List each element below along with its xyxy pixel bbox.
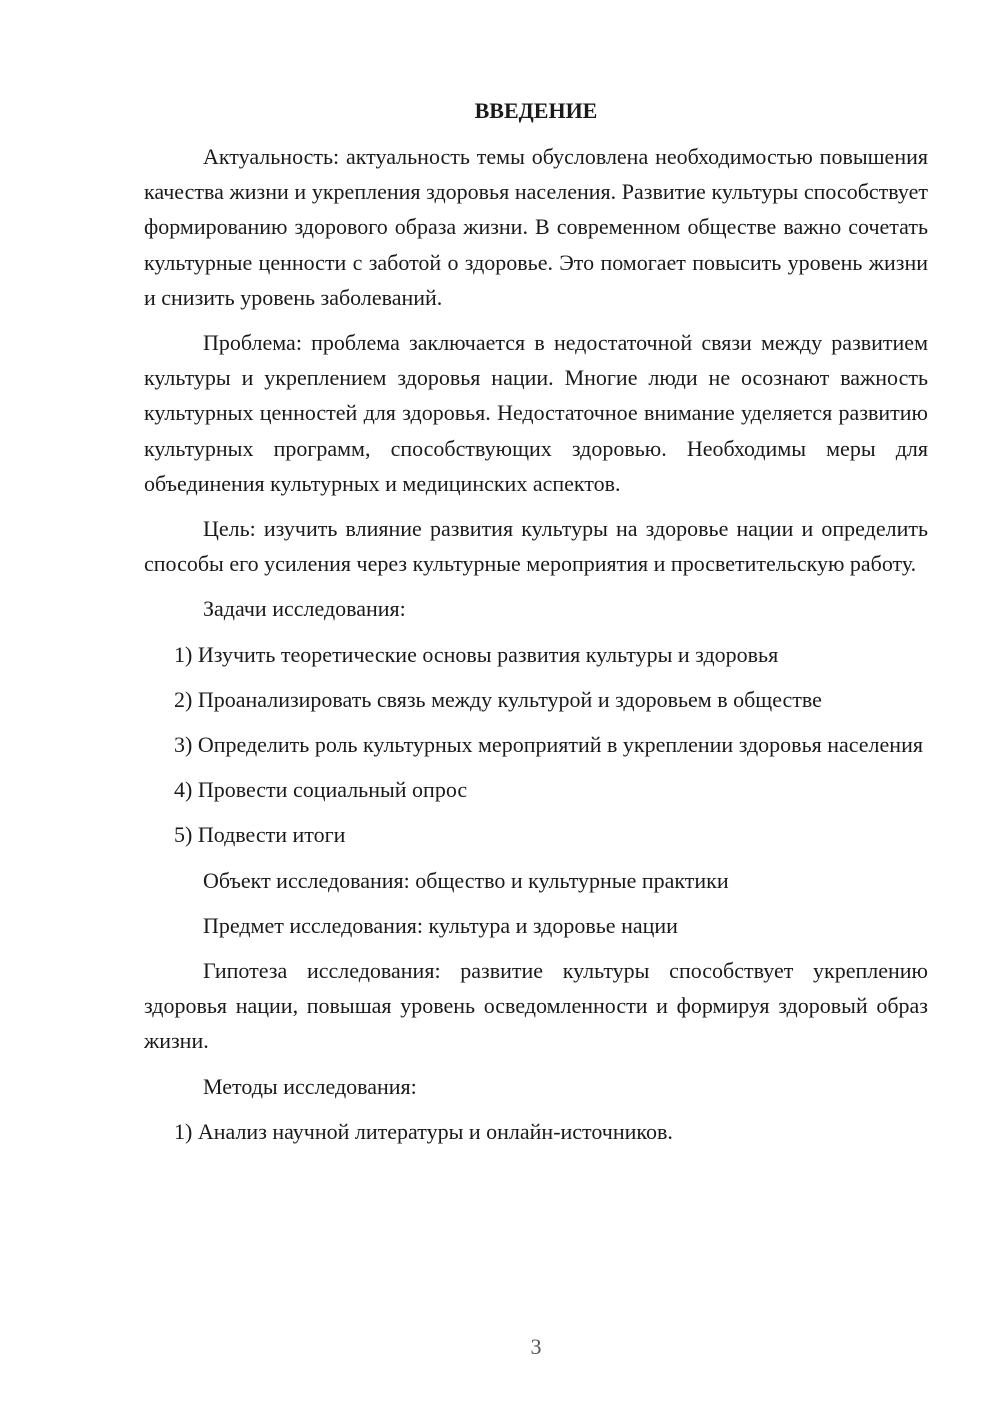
methods-label: Методы исследования:	[203, 1073, 417, 1099]
page-title: ВВЕДЕНИЕ	[474, 98, 598, 123]
task-item-1: 1) Изучить теоретические основы развития культуры и здоровья	[174, 641, 779, 667]
task-item-4: 4) Провести социальный опрос	[174, 777, 468, 803]
problem-paragraph: Проблема: проблема заключается в недостаточной связи между развитием культуры и укреплением здоровья нации. Многие люди не осознают важность культурных ценностей для здоровья. Недостаточное внимание уделяется развитию культурных программ, способствующих здоровью. Необходимы меры для объединения культурных и медицинских аспектов.	[144, 330, 928, 496]
page-number: 3	[530, 1334, 542, 1359]
research-subject: Предмет исследования: культура и здоровье нации	[203, 912, 678, 938]
relevance-paragraph: Актуальность: актуальность темы обусловлена необходимостью повышения качества жизни и укрепления здоровья населения. Развитие культуры способствует формированию здорового образа жизни. В современном обществе важно сочетать культурные ценности с заботой о здоровье. Это помогает повысить уровень жизни и снизить уровень заболеваний.	[144, 144, 928, 310]
document-page	[144, 96, 928, 1159]
task-item-2: 2) Проанализировать связь между культурой и здоровьем в обществе	[174, 686, 822, 712]
tasks-label: Задачи исследования:	[203, 596, 406, 622]
task-item-3: 3) Определить роль культурных мероприятий в укреплении здоровья населения	[174, 732, 923, 758]
task-item-5: 5) Подвести итоги	[174, 822, 346, 848]
method-item-1: 1) Анализ научной литературы и онлайн-источников.	[174, 1118, 673, 1144]
research-object: Объект исследования: общество и культурные практики	[203, 867, 729, 893]
hypothesis-paragraph: Гипотеза исследования: развитие культуры способствует укреплению здоровья нации, повышая уровень осведомленности и формируя здоровый образ жизни.	[144, 958, 928, 1054]
goal-paragraph: Цель: изучить влияние развития культуры на здоровье нации и определить способы его усиления через культурные мероприятия и просветительскую работу.	[144, 516, 928, 577]
